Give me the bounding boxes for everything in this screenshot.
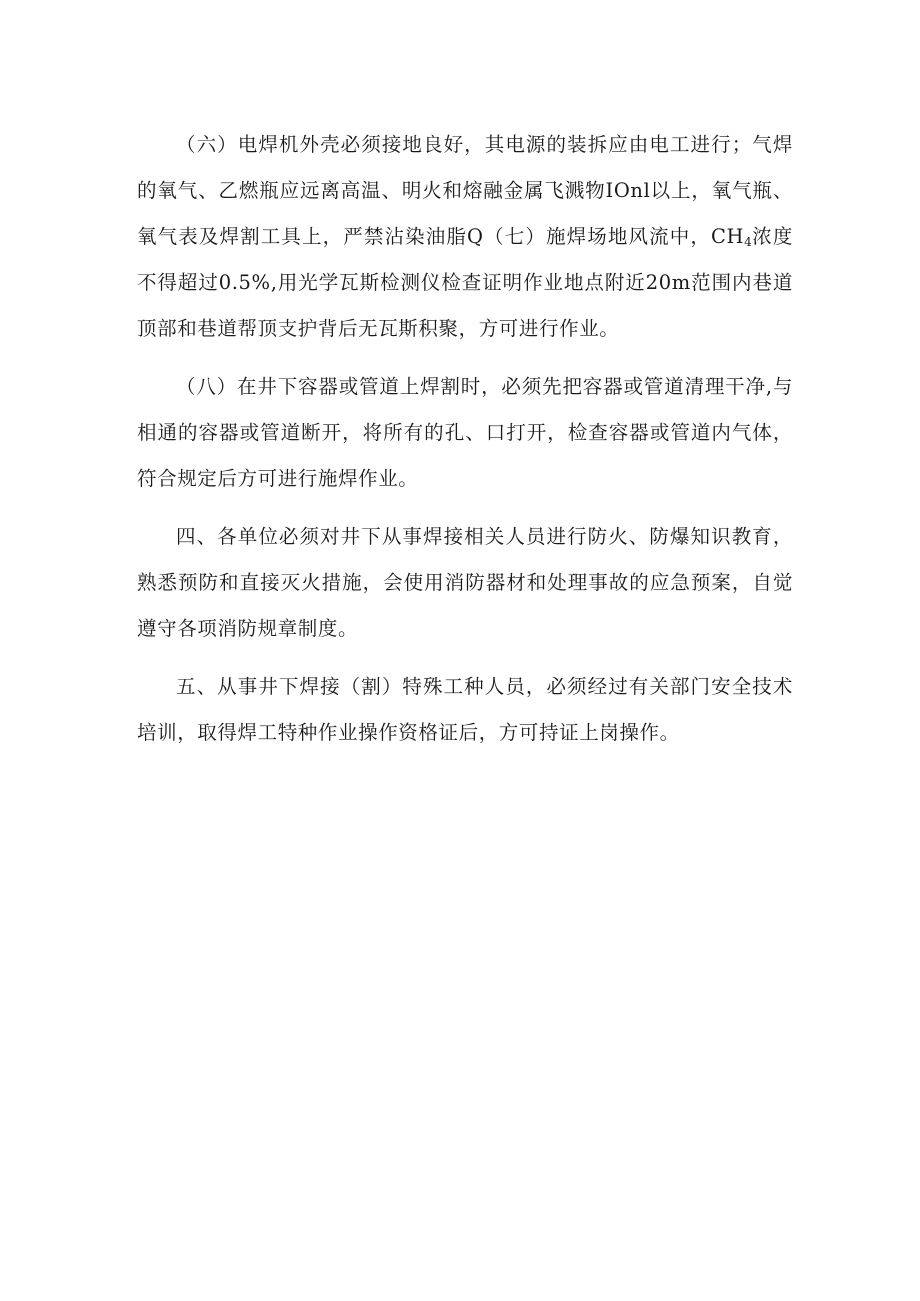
paragraph-section-five: 五、从事井下焊接（割）特殊工种人员，必须经过有关部门安全技术培训，取得焊工特种作业操作资格证后，方可持证上岗操作。 [137,675,793,744]
paragraph-item-8: （八）在井下容器或管道上焊割时，必须先把容器或管道清理干净,与相通的容器或管道断开，将所有的孔、口打开，检查容器或管道内气体，符合规定后方可进行施焊作业。 [137,375,793,490]
paragraph-text-continued: 浓度不得超过0.5%,用光学瓦斯检测仪检查证明作业地点附近20m范围内巷道顶部和巷道帮顶支护背后无瓦斯积聚，方可进行作业。 [137,225,793,340]
paragraph-section-four: 四、各单位必须对井下从事焊接相关人员进行防火、防爆知识教育，熟悉预防和直接灭火措施，会使用消防器材和处理事故的应急预案，自觉遵守各项消防规章制度。 [137,525,793,640]
paragraph-item-6-7 [137,122,793,352]
subscript-4: 4 [744,235,752,249]
document-body [137,122,793,768]
paragraph-text: （六）电焊机外壳必须接地良好，其电源的装拆应由电工进行；气焊的氧气、乙燃瓶应远离高温、明火和熔融金属飞溅物IOnl以上，氧气瓶、氧气表及焊割工具上，严禁沾染油脂Q（七）施焊场地风流中，CH [137,133,793,248]
